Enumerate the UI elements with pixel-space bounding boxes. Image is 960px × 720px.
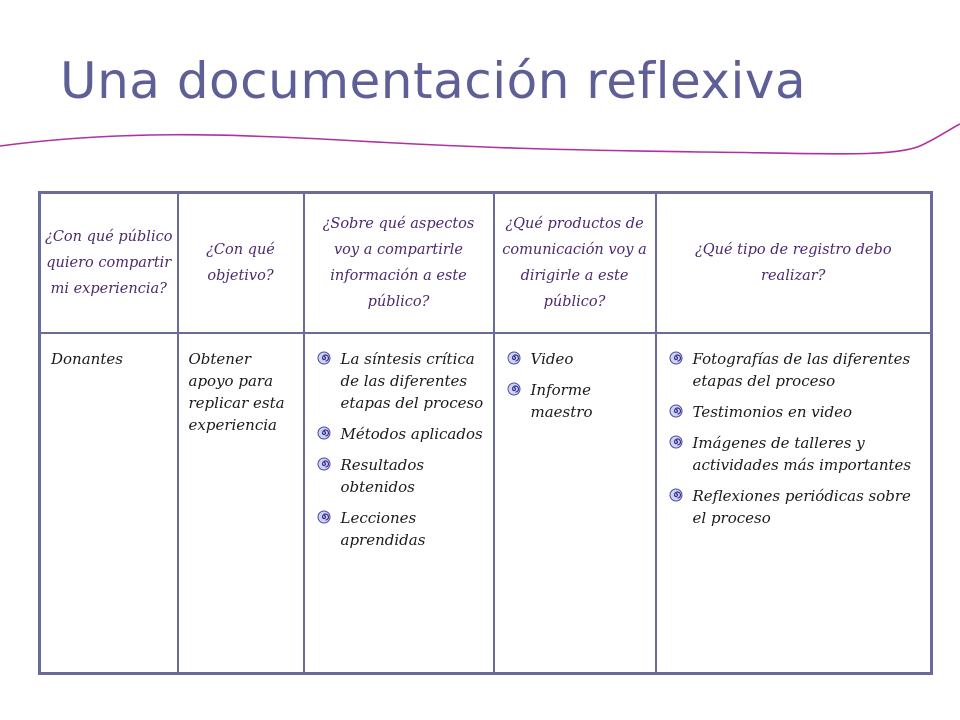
spiral-bullet-icon xyxy=(507,382,521,396)
documentation-table xyxy=(38,191,933,675)
spiral-bullet-icon xyxy=(507,351,521,365)
decorative-swoosh xyxy=(0,120,960,180)
audience-text: Donantes xyxy=(51,350,123,368)
list-item-text: Resultados obtenidos xyxy=(340,456,425,496)
spiral-bullet-icon xyxy=(317,457,331,471)
list-item xyxy=(505,379,649,423)
aspects-list xyxy=(315,348,487,551)
spiral-bullet-icon xyxy=(669,404,683,418)
cell-records xyxy=(656,333,932,674)
cell-aspects xyxy=(304,333,494,674)
list-item-text: Lecciones aprendidas xyxy=(340,509,426,549)
header-aspects: ¿Sobre qué aspectos voy a compartirle información a este público? xyxy=(304,193,494,334)
list-item-text: Reflexiones periódicas sobre el proceso xyxy=(692,487,911,527)
products-list xyxy=(505,348,649,423)
objective-text: Obtener apoyo para replicar esta experiencia xyxy=(188,350,285,434)
list-item xyxy=(315,348,487,414)
list-item xyxy=(667,348,925,392)
list-item xyxy=(667,401,925,423)
list-item xyxy=(667,485,925,529)
list-item-text: Video xyxy=(530,350,574,368)
header-records: ¿Qué tipo de registro debo realizar? xyxy=(656,193,932,334)
table-row xyxy=(40,333,932,674)
list-item xyxy=(505,348,649,370)
list-item-text: Informe maestro xyxy=(530,381,593,421)
header-audience: ¿Con qué público quiero compartir mi experiencia? xyxy=(40,193,178,334)
spiral-bullet-icon xyxy=(317,426,331,440)
header-row xyxy=(40,193,932,334)
spiral-bullet-icon xyxy=(669,488,683,502)
spiral-bullet-icon xyxy=(317,351,331,365)
slide-title: Una documentación reflexiva xyxy=(60,52,807,110)
spiral-bullet-icon xyxy=(669,351,683,365)
header-products: ¿Qué productos de comunicación voy a dirigirle a este público? xyxy=(494,193,656,334)
list-item xyxy=(667,432,925,476)
list-item-text: Testimonios en video xyxy=(692,403,853,421)
header-objective: ¿Con qué objetivo? xyxy=(178,193,304,334)
cell-objective xyxy=(178,333,304,674)
list-item-text: La síntesis crítica de las diferentes etapas del proceso xyxy=(340,350,484,412)
list-item xyxy=(315,423,487,445)
list-item xyxy=(315,507,487,551)
records-list xyxy=(667,348,925,529)
spiral-bullet-icon xyxy=(669,435,683,449)
spiral-bullet-icon xyxy=(317,510,331,524)
cell-audience xyxy=(40,333,178,674)
cell-products xyxy=(494,333,656,674)
list-item-text: Fotografías de las diferentes etapas del proceso xyxy=(692,350,911,390)
list-item-text: Imágenes de talleres y actividades más importantes xyxy=(692,434,912,474)
list-item-text: Métodos aplicados xyxy=(340,425,483,443)
list-item xyxy=(315,454,487,498)
